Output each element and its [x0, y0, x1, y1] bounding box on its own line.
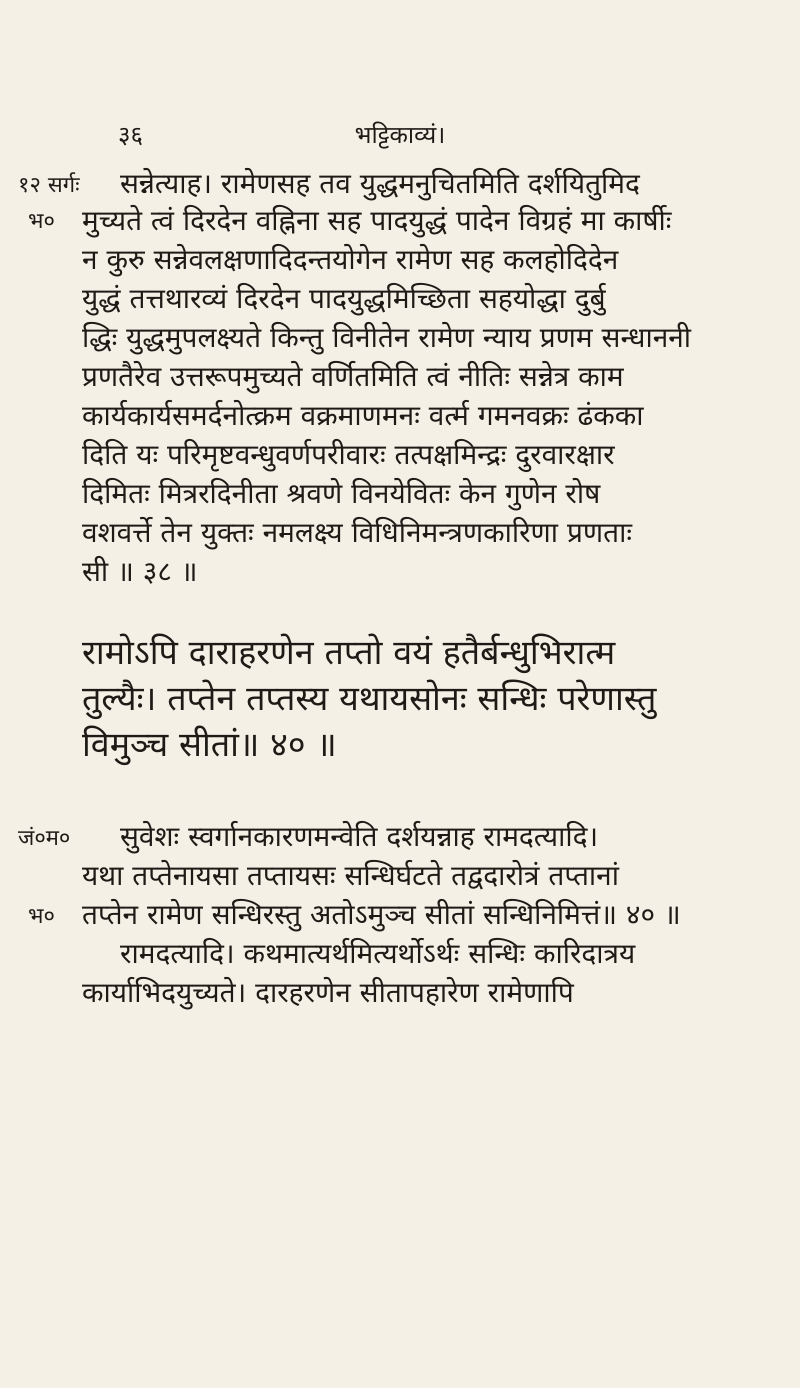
verse-line: तुल्यैः। तप्तेन तप्तस्य यथायसोनः सन्धिः परेणास्तु — [82, 679, 657, 719]
commentary-line: न कुरु सन्नेवलक्षणादिदन्तयोगेन रामेण सह कलहोदिदेन — [82, 243, 619, 276]
commentary-line: द्धिः युद्धमुपलक्ष्यते किन्तु विनीतेन रामेण न्याय प्रणम सन्धाननी — [82, 321, 692, 354]
commentary-line: दिति यः परिमृष्टवन्धुवर्णपरीवारः तत्पक्षमिन्द्रः दुरवारक्षार — [82, 438, 615, 471]
commentary-line: मुच्यते त्वं दिरदेन वह्निना सह पादयुद्धं पादेन विग्रहं मा कार्षीः — [82, 204, 672, 237]
commentary-line: प्रणतैरेव उत्तरूपमुच्यते वर्णितमिति त्वं नीतिः सन्नेत्र काम — [82, 360, 624, 393]
commentary-line: कार्याभिदयुच्यते। दारहरणेन सीतापहारेण रामेणापि — [82, 976, 574, 1009]
verse-line: विमुञ्च सीतां॥ ४० ॥ — [82, 725, 337, 765]
commentary-line: सी ॥ ३८ ॥ — [82, 555, 198, 588]
book-title: भट्टिकाव्यं। — [354, 121, 446, 149]
verse-line: रामोऽपि दाराहरणेन तप्तो वयं हतैर्बन्धुभिरात्म — [82, 633, 616, 673]
page-number: ३६ — [118, 121, 143, 149]
commentary-line: कार्यकार्यसमर्दनोत्क्रम वक्रमाणमनः वर्त्म गमनवक्रः ढंकका — [82, 399, 644, 432]
commentary-line: युद्धं तत्तथारव्यं दिरदेन पादयुद्धमिच्छिता सहयोद्धा दुर्बु — [82, 282, 606, 315]
bharata-marker: भ० — [28, 209, 55, 234]
jayamangala-marker: जं०म० — [18, 826, 71, 851]
commentary-line: वशवर्त्ते तेन युक्तः नमलक्ष्य विधिनिमन्त्रणकारिणा प्रणताः — [82, 516, 632, 549]
canto-marker: १२ सर्गः — [18, 173, 80, 198]
commentary-line: सन्नेत्याह। रामेणसह तव युद्धमनुचितमिति दर्शयितुमिद — [120, 167, 640, 200]
running-head — [0, 118, 800, 148]
commentary-line: यथा तप्तेनायसा तप्तायसः सन्धिर्घटते तद्वदारोत्रं तप्तानां — [82, 859, 619, 892]
commentary-line: रामदत्यादि। कथमात्यर्थमित्यर्थोऽर्थः सन्धिः कारिदात्रय — [120, 937, 636, 970]
bharata-marker: भ० — [28, 904, 55, 929]
commentary-line: दिमितः मित्ररदिनीता श्रवणे विनयेवितः केन गुणेन रोष — [82, 477, 601, 510]
commentary-line: सुवेशः स्वर्गानकारणमन्वेति दर्शयन्नाह रामदत्यादि। — [120, 820, 599, 853]
commentary-line: तप्तेन रामेण सन्धिरस्तु अतोऽमुञ्च सीतां सन्धिनिमित्तं॥ ४० ॥ — [82, 898, 681, 931]
